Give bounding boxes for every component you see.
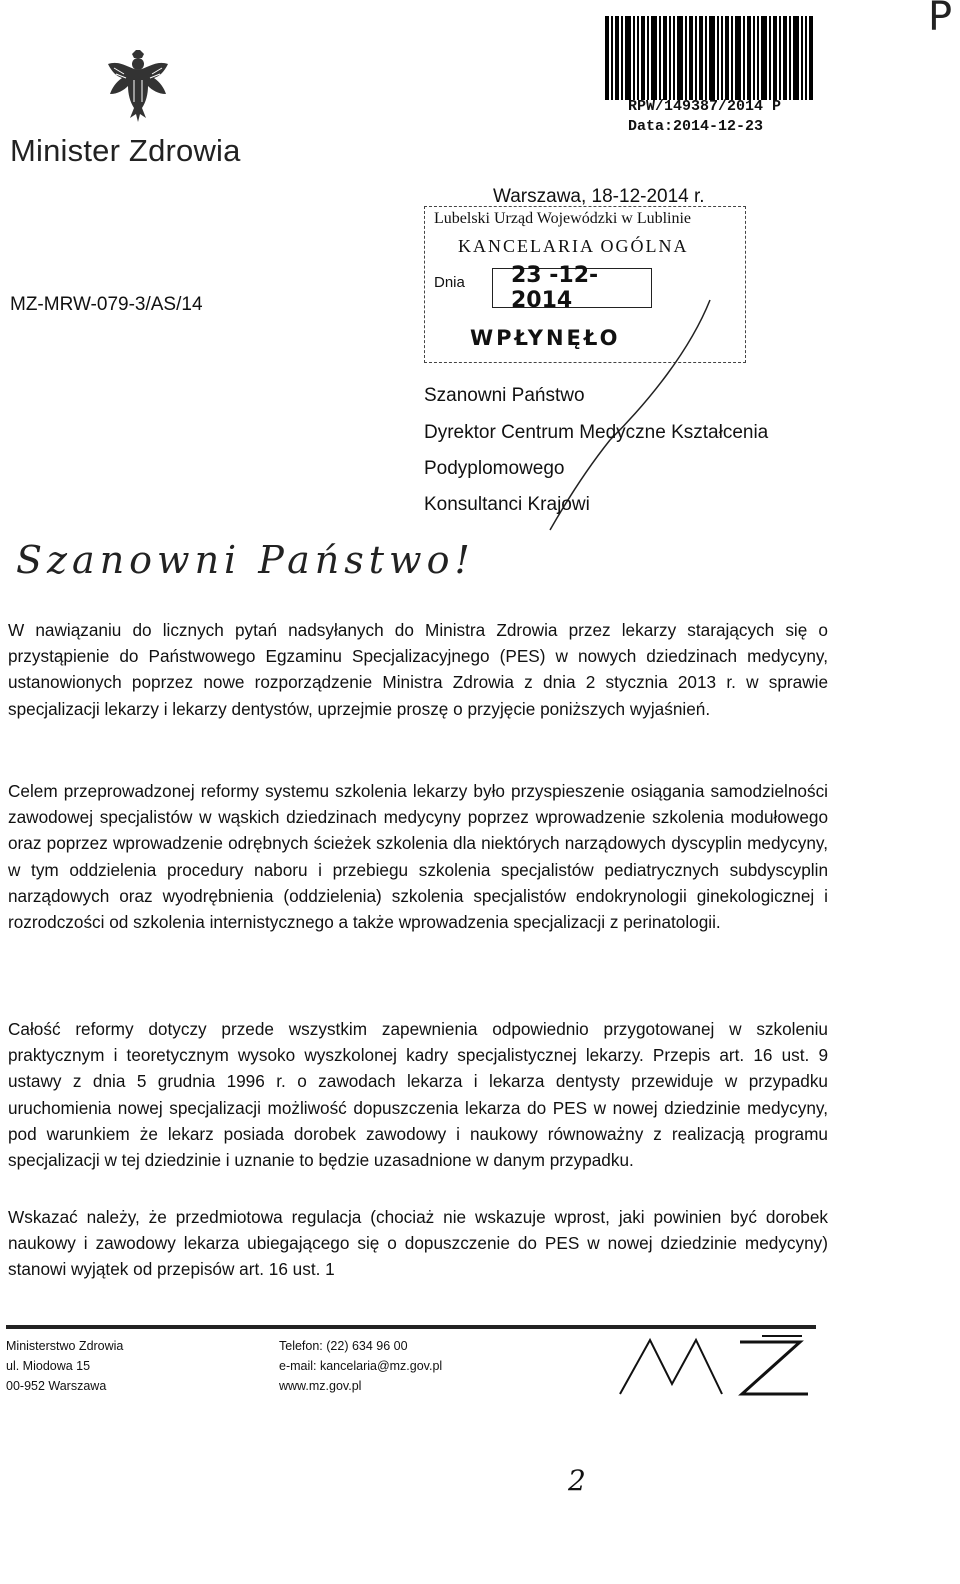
stamp-date-label: Dnia bbox=[434, 274, 465, 291]
footer-divider bbox=[6, 1325, 816, 1329]
stamp-department: KANCELARIA OGÓLNA bbox=[458, 236, 689, 256]
registry-number: RPW/149387/2014 P bbox=[628, 98, 782, 115]
stamp-office-name: Lubelski Urząd Wojewódzki w Lublinie bbox=[434, 210, 692, 227]
barcode-icon bbox=[605, 16, 815, 100]
stamp-date: 23 -12- 2014 bbox=[492, 268, 652, 308]
page-number: 2 bbox=[568, 1464, 586, 1497]
addressee-line-3: Podyplomowego bbox=[424, 458, 565, 479]
stamp-received-label: WPŁYNĘŁO bbox=[470, 326, 621, 350]
footer-website: www.mz.gov.pl bbox=[279, 1379, 362, 1393]
footer-phone: Telefon: (22) 634 96 00 bbox=[279, 1339, 408, 1353]
footer-street: ul. Miodowa 15 bbox=[6, 1359, 91, 1373]
addressee-line-4: Konsultanci Krajowi bbox=[424, 494, 590, 515]
mz-logo-icon bbox=[612, 1334, 812, 1398]
body-paragraph-2: Celem przeprowadzonej reformy systemu szkolenia lekarzy było przyspieszenie osiągania samodzielności zawodowej specjalistów w wąskich dziedzinach medycyny poprzez wprowadzenie szkolenia modułowego oraz poprzez wprowadzenie odrębnych ścieżek szkolenia dla niektórych narządowych dyscyplin medycyny, w tym oddzielenia procedury naboru i przebiegu szkolenia specjalistów pediatrycznych subdyscyplin narządowych oraz wyodrębnienia (oddzielenia) szkolenia specjalistów endokrynologii ginekologicznej i rozrodczości od szkolenia internistycznego a także wprowadzenia specjalizacji z perinatologii. bbox=[8, 781, 828, 933]
ministry-name: Minister Zdrowia bbox=[10, 133, 241, 168]
body-paragraph-3: Całość reformy dotyczy przede wszystkim zapewnienia odpowiednio przygotowanej w szkoleniu praktycznym i teoretycznym wysoko wyszkolonej kadry specjalistycznej lekarzy. Przepis art. 16 ust. 9 ustawy z dnia 5 grudnia 1996 r. o zawodach lekarza i lekarza dentysty przewiduje w przypadku uruchomienia nowej specjalizacji możliwość dopuszczenia lekarza do PES w nowej dziedzinie medycyny, pod warunkiem że lekarz posiada dorobek zawodowy i naukowy równoważny z realizacją programu specjalizacji w tej dziedzinie i uznanie to będzie uzasadnione w danym przypadku. bbox=[8, 1019, 828, 1171]
addressee-line-1: Szanowni Państwo bbox=[424, 385, 585, 406]
registry-date: Data:2014-12-23 bbox=[628, 118, 764, 135]
handwritten-salutation: Szanowni Państwo! bbox=[16, 538, 475, 582]
addressee-line-2: Dyrektor Centrum Medyczne Kształcenia bbox=[424, 422, 769, 443]
body-paragraph-4: Wskazać należy, że przedmiotowa regulacja (chociaż nie wskazuje wprost, jaki powinien być dorobek naukowy i zawodowy lekarza ubiegającego się o dopuszczenie do PES w nowej dziedzinie medycyny) stanowi wyjątek od przepisów art. 16 ust. 1 bbox=[8, 1207, 828, 1280]
footer-postal: 00-952 Warszawa bbox=[6, 1379, 107, 1393]
body-paragraph-1: W nawiązaniu do licznych pytań nadsyłanych do Ministra Zdrowia przez lekarzy starających się o przystąpienie do Państwowego Egzaminu Specjalizacyjnego (PES) w nowych dziedzinach medycyny, ustanowionych poprzez nowe rozporządzenie Ministra Zdrowia z dnia 2 stycznia 2013 r. w sprawie specjalizacji lekarzy i lekarzy dentystów, uprzejmie proszę o przyjęcie poniższych wyjaśnień. bbox=[8, 620, 828, 719]
page-corner-mark: P bbox=[928, 0, 953, 40]
document-signature-code: MZ-MRW-079-3/AS/14 bbox=[10, 294, 203, 315]
footer-organization: Ministerstwo Zdrowia bbox=[6, 1339, 124, 1353]
place-and-date: Warszawa, 18-12-2014 r. bbox=[493, 186, 705, 207]
footer-email: e-mail: kancelaria@mz.gov.pl bbox=[279, 1359, 443, 1373]
polish-eagle-emblem-icon bbox=[106, 50, 170, 126]
